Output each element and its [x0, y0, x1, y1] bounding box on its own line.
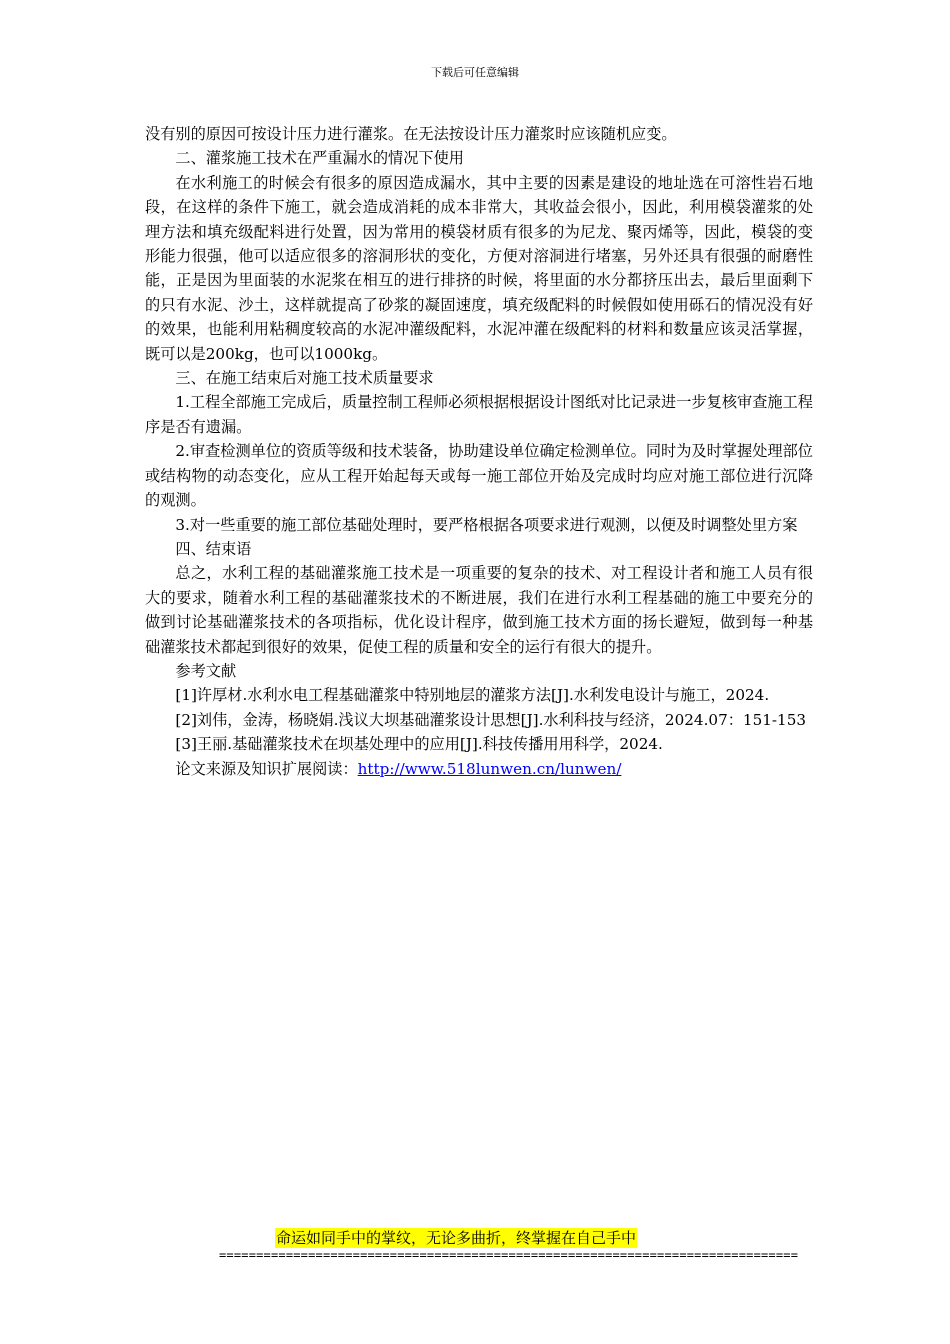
references-title: 参考文献 [175, 661, 237, 680]
paragraph-continuation: 没有别的原因可按设计压力进行灌浆。在无法按设计压力灌浆时应该随机应变。 [145, 125, 677, 143]
source-line [145, 757, 813, 781]
source-link[interactable]: http://www.518lunwen.cn/lunwen/ [357, 759, 622, 778]
section-heading-3: 三、在施工结束后对施工技术质量要求 [175, 369, 434, 388]
reference-1: [1]许厚材.水利水电工程基础灌浆中特别地层的灌浆方法[J].水利发电设计与施工，2024. [175, 686, 770, 705]
requirement-item-1: 1.工程全部施工完成后，质量控制工程师必须根据根据设计图纸对比记录进一步复核审查施工程序是否有遗漏。 [145, 393, 813, 436]
paragraph-leakage: 在水利施工的时候会有很多的原因造成漏水，其中主要的因素是建设的地址选在可溶性岩石地段，在这样的条件下施工，就会造成消耗的成本非常大，其收益会很小，因此，利用模袋灌浆的处理方法和填充级配料进行处置，因为常用的模袋材质有很多的为尼龙、聚丙烯等，因此，模袋的变形能力很强，他可以适应很多的溶洞形状的变化，方便对溶洞进行堵塞，另外还具有很强的耐磨性能，正是因为里面装的水泥浆在相互的进行排挤的时候，将里面的水分都挤压出去，最后里面剩下的只有水泥、沙土，这样就提高了砂浆的凝固速度，填充级配料的时候假如使用砾石的情况没有好的效果，也能利用粘稠度较高的水泥冲灌级配料，水泥冲灌在级配料的材料和数量应该灵活掌握，既可以是200kg，也可以1000kg。 [145, 173, 813, 363]
source-label: 论文来源及知识扩展阅读： [175, 759, 358, 778]
reference-2: [2]刘伟，金涛，杨晓娟.浅议大坝基础灌浆设计思想[J].水利科技与经济，2024.07：151-153 [175, 710, 807, 729]
page-header: 下载后可任意编辑 [431, 66, 519, 79]
footer-divider: ============================================================================== [219, 1248, 799, 1262]
document-body [145, 122, 813, 781]
requirement-item-3: 3.对一些重要的施工部位基础处理时，要严格根据各项要求进行观测，以便及时调整处里方案 [175, 515, 798, 534]
footer-quote: 命运如同手中的掌纹，无论多曲折，终掌握在自己手中 [276, 1229, 637, 1247]
section-heading-4: 四、结束语 [175, 539, 252, 558]
paragraph-conclusion: 总之，水利工程的基础灌浆施工技术是一项重要的复杂的技术、对工程设计者和施工人员有很大的要求，随着水利工程的基础灌浆技术的不断进展，我们在进行水利工程基础的施工中要充分的做到讨论基础灌浆技术的各项指标，优化设计程序，做到施工技术方面的扬长避短，做到每一种基础灌浆技术都起到很好的效果，促使工程的质量和安全的运行有很大的提升。 [145, 564, 813, 656]
section-heading-2: 二、灌浆施工技术在严重漏水的情况下使用 [175, 149, 464, 168]
reference-3: [3]王丽.基础灌浆技术在坝基处理中的应用[J].科技传播用用科学，2024. [175, 735, 663, 754]
requirement-item-2: 2.审查检测单位的资质等级和技术装备，协助建设单位确定检测单位。同时为及时掌握处理部位或结构物的动态变化，应从工程开始起每天或每一施工部位开始及完成时均应对施工部位进行沉降的观测。 [145, 442, 813, 510]
